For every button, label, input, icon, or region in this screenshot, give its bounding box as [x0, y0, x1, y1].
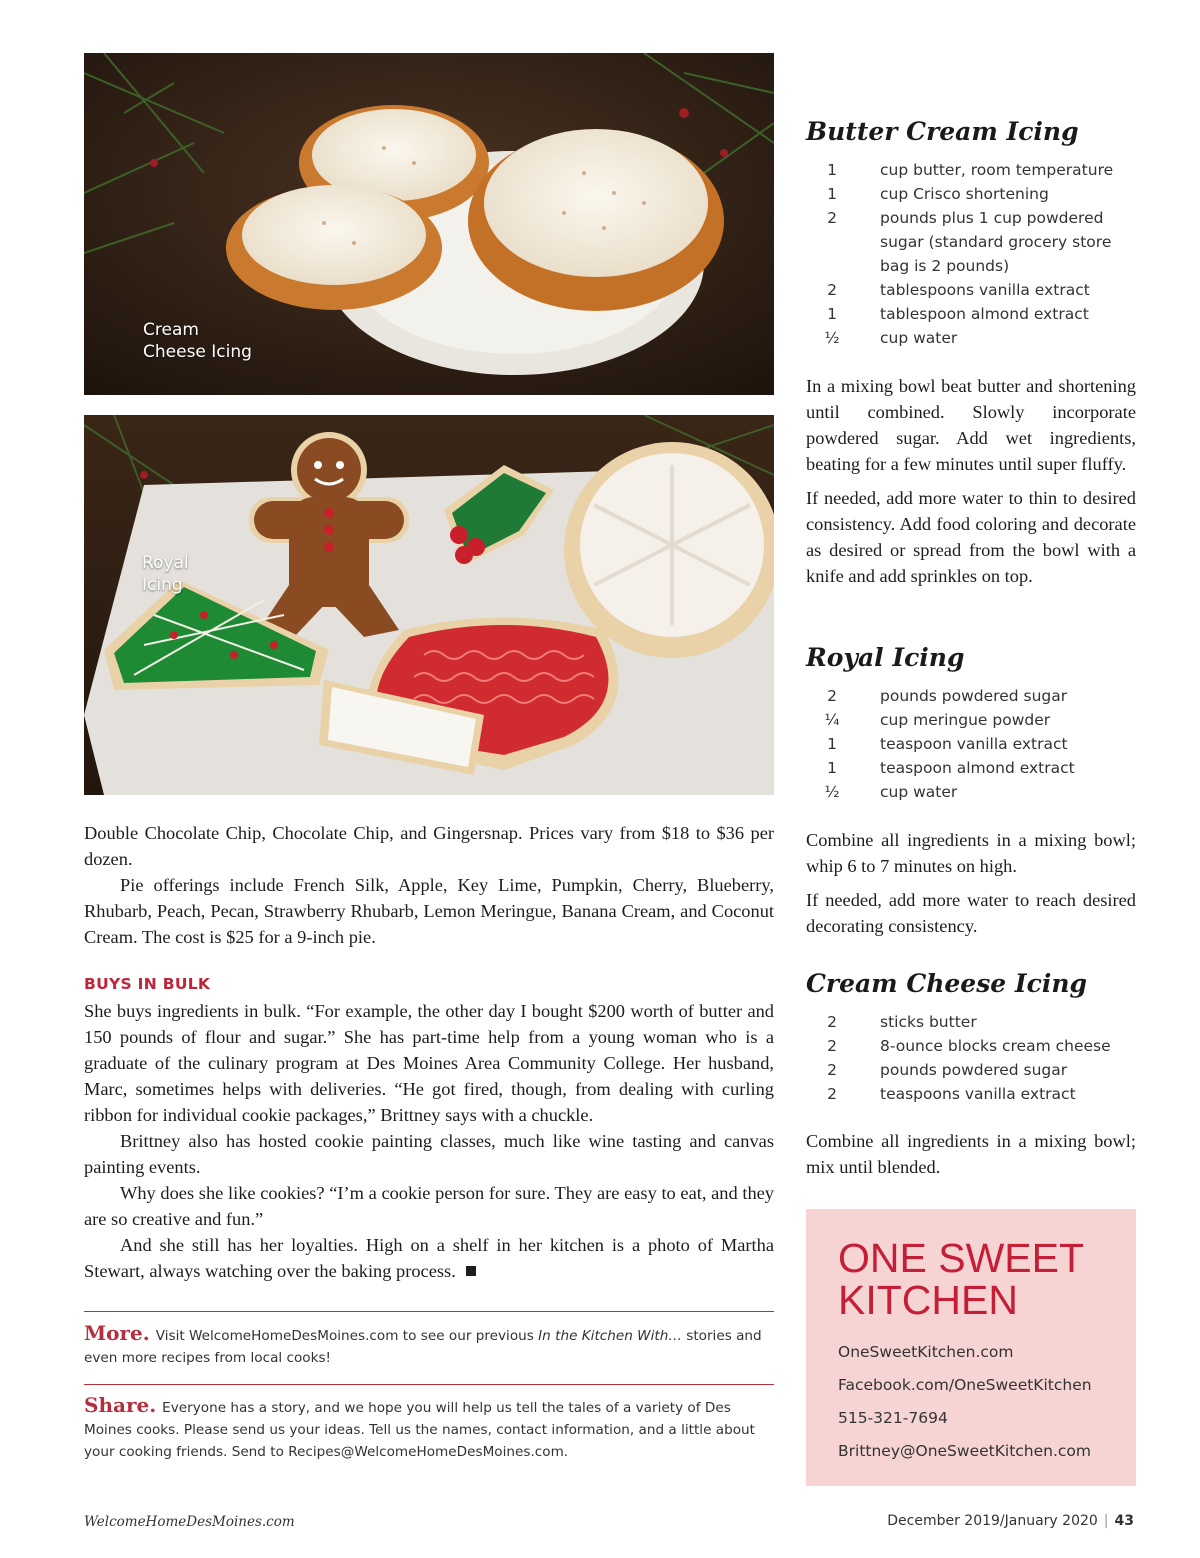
footer-site: WelcomeHomeDesMoines.com — [84, 1514, 295, 1530]
footer-issue — [887, 1513, 1134, 1529]
ingredient-text: cup water — [880, 329, 958, 347]
recipe-steps-butter-cream — [806, 373, 1136, 597]
ingredient-qty: 1 — [827, 759, 837, 777]
article-paragraph: Pie offerings include French Silk, Apple, Key Lime, Pumpkin, Cherry, Blueberry, Rhubarb, Peach, Pecan, Strawberry Rhubarb, Lemon Meringue, Banana Cream, and Coconut Cream. The cost is $25 for a 9-inch pie. — [84, 875, 774, 947]
photo-cream-cheese-cookies — [84, 53, 774, 395]
ingredient-qty: ½ — [824, 329, 840, 347]
article-intro — [84, 820, 774, 950]
caption-line: Royal — [142, 553, 189, 573]
caption-line: Cream — [143, 320, 199, 340]
ingredient-qty: 1 — [827, 185, 837, 203]
business-facebook-link[interactable]: Facebook.com/OneSweetKitchen — [838, 1376, 1092, 1394]
caption-line: Cheese Icing — [143, 342, 252, 362]
recipe-title-cream-cheese: Cream Cheese Icing — [806, 969, 1087, 998]
page-number: 43 — [1114, 1513, 1134, 1529]
business-info-box — [806, 1209, 1136, 1486]
article-body — [84, 998, 774, 1284]
article-paragraph — [84, 1232, 774, 1284]
ingredient-text: teaspoon vanilla extract — [880, 735, 1068, 753]
section-heading-buys-in-bulk: BUYS IN BULK — [84, 975, 211, 993]
divider-rule — [84, 1384, 774, 1385]
more-note — [84, 1322, 774, 1369]
recipe-step: In a mixing bowl beat butter and shortening until combined. Slowly incorporate powdered sugar. Add wet ingredients, beating for a few minutes until super fluffy. — [806, 376, 1136, 474]
more-text-end: stories and even more recipes from local cooks! — [84, 1328, 762, 1366]
recipe-step: Combine all ingredients in a mixing bowl; mix until blended. — [806, 1131, 1136, 1177]
ingredient-text: cup butter, room temperature — [880, 161, 1114, 179]
recipe-steps-royal — [806, 827, 1136, 947]
more-lead: More. — [84, 1321, 150, 1345]
ingredient-text: tablespoon almond extract — [880, 305, 1089, 323]
share-text: Everyone has a story, and we hope you will help us tell the tales of a variety of Des Moines cooks. Please send us your ideas. Tell us the names, contact information, and a little about your cooking friends. Send to Recipes@WelcomeHomeDesMoines.com. — [84, 1400, 755, 1460]
ingredient-qty: 1 — [827, 735, 837, 753]
photo-caption-cream-cheese — [143, 319, 252, 363]
ingredient-qty: 2 — [827, 281, 837, 299]
photo-royal-icing-cookies — [84, 415, 774, 795]
decorated-cookies-image — [84, 415, 774, 795]
ingredient-text: teaspoon almond extract — [880, 759, 1075, 777]
ingredient-list-cream-cheese — [806, 1010, 1136, 1106]
article-paragraph: She buys ingredients in bulk. “For example, the other day I bought $200 worth of butter and 150 pounds of flour and sugar.” She has part-time help from a young woman who is a graduate of the culinary program at Des Moines Area Community College. Her husband, Marc, sometimes helps with deliveries. “He got fired, though, from dealing with curling ribbon for individual cookie packages,” Brittney says with a chuckle. — [84, 1001, 774, 1125]
ingredient-row — [806, 1010, 1136, 1034]
ingredient-text: pounds powdered sugar — [880, 687, 1068, 705]
ingredient-text: 8-ounce blocks cream cheese — [880, 1037, 1111, 1055]
business-website-link[interactable]: OneSweetKitchen.com — [838, 1343, 1014, 1361]
ingredient-row — [806, 1082, 1136, 1106]
article-paragraph: Why does she like cookies? “I’m a cookie person for sure. They are easy to eat, and they are so creative and fun.” — [84, 1183, 774, 1229]
recipe-step: If needed, add more water to reach desired decorating consistency. — [806, 890, 1136, 936]
ingredient-text: pounds powdered sugar — [880, 1061, 1068, 1079]
ingredient-row — [806, 278, 1136, 302]
ingredient-text: cup Crisco shortening — [880, 185, 1049, 203]
share-lead: Share. — [84, 1393, 157, 1417]
share-note — [84, 1394, 774, 1463]
ingredient-text: cup meringue powder — [880, 711, 1051, 729]
ingredient-qty: 2 — [827, 209, 837, 227]
ingredient-text: sticks butter — [880, 1013, 977, 1031]
more-text: Visit WelcomeHomeDesMoines.com to see our previous — [155, 1328, 539, 1344]
caption-line: Icing — [142, 575, 183, 595]
ingredient-qty: 2 — [827, 1013, 837, 1031]
recipe-step: Combine all ingredients in a mixing bowl; whip 6 to 7 minutes on high. — [806, 830, 1136, 876]
ingredient-qty: 2 — [827, 1061, 837, 1079]
article-last-sentence: And she still has her loyalties. High on a shelf in her kitchen is a photo of Martha Stewart, always watching over the baking process. — [84, 1235, 774, 1281]
ingredient-row — [806, 206, 1136, 278]
end-of-story-mark — [466, 1266, 476, 1276]
photo-caption-royal — [142, 552, 189, 596]
ingredient-row — [806, 756, 1136, 780]
ingredient-text: tablespoons vanilla extract — [880, 281, 1090, 299]
ingredient-row — [806, 780, 1136, 804]
ingredient-row — [806, 732, 1136, 756]
business-phone[interactable]: 515-321-7694 — [838, 1409, 948, 1427]
ingredient-row — [806, 708, 1136, 732]
ingredient-list-royal — [806, 684, 1136, 804]
recipe-title-royal: Royal Icing — [806, 643, 965, 672]
article-paragraph: Brittney also has hosted cookie painting classes, much like wine tasting and canvas painting events. — [84, 1131, 774, 1177]
ingredient-text: pounds plus 1 cup powdered sugar (standard grocery store bag is 2 pounds) — [880, 209, 1112, 275]
ingredient-qty: 2 — [827, 1037, 837, 1055]
ingredient-qty: 2 — [827, 1085, 837, 1103]
recipe-steps-cream-cheese — [806, 1128, 1136, 1188]
ingredient-qty: 1 — [827, 161, 837, 179]
ingredient-qty: 1 — [827, 305, 837, 323]
article-paragraph: Double Chocolate Chip, Chocolate Chip, and Gingersnap. Prices vary from $18 to $36 per dozen. — [84, 823, 774, 869]
business-email-link[interactable]: Brittney@OneSweetKitchen.com — [838, 1442, 1092, 1460]
recipe-step: If needed, add more water to thin to desired consistency. Add food coloring and decorate as desired or spread from the bowl with a knife and add sprinkles on top. — [806, 488, 1136, 586]
footer-separator: | — [1103, 1513, 1109, 1529]
ingredient-row — [806, 326, 1136, 350]
ingredient-row — [806, 1058, 1136, 1082]
ingredient-qty: ½ — [824, 783, 840, 801]
divider-rule — [84, 1311, 774, 1312]
ingredient-row — [806, 158, 1136, 182]
ingredient-qty: ¼ — [824, 711, 840, 729]
ingredient-row — [806, 302, 1136, 326]
ingredient-qty: 2 — [827, 687, 837, 705]
ingredient-list-butter-cream — [806, 158, 1136, 350]
ingredient-text: teaspoons vanilla extract — [880, 1085, 1076, 1103]
ingredient-row — [806, 684, 1136, 708]
more-series-title: In the Kitchen With… — [538, 1328, 682, 1344]
recipe-title-butter-cream: Butter Cream Icing — [806, 117, 1079, 146]
ingredient-text: cup water — [880, 783, 958, 801]
ingredient-row — [806, 182, 1136, 206]
business-name: ONE SWEET KITCHEN — [838, 1235, 1084, 1323]
ingredient-row — [806, 1034, 1136, 1058]
footer-issue-date: December 2019/January 2020 — [887, 1513, 1098, 1529]
